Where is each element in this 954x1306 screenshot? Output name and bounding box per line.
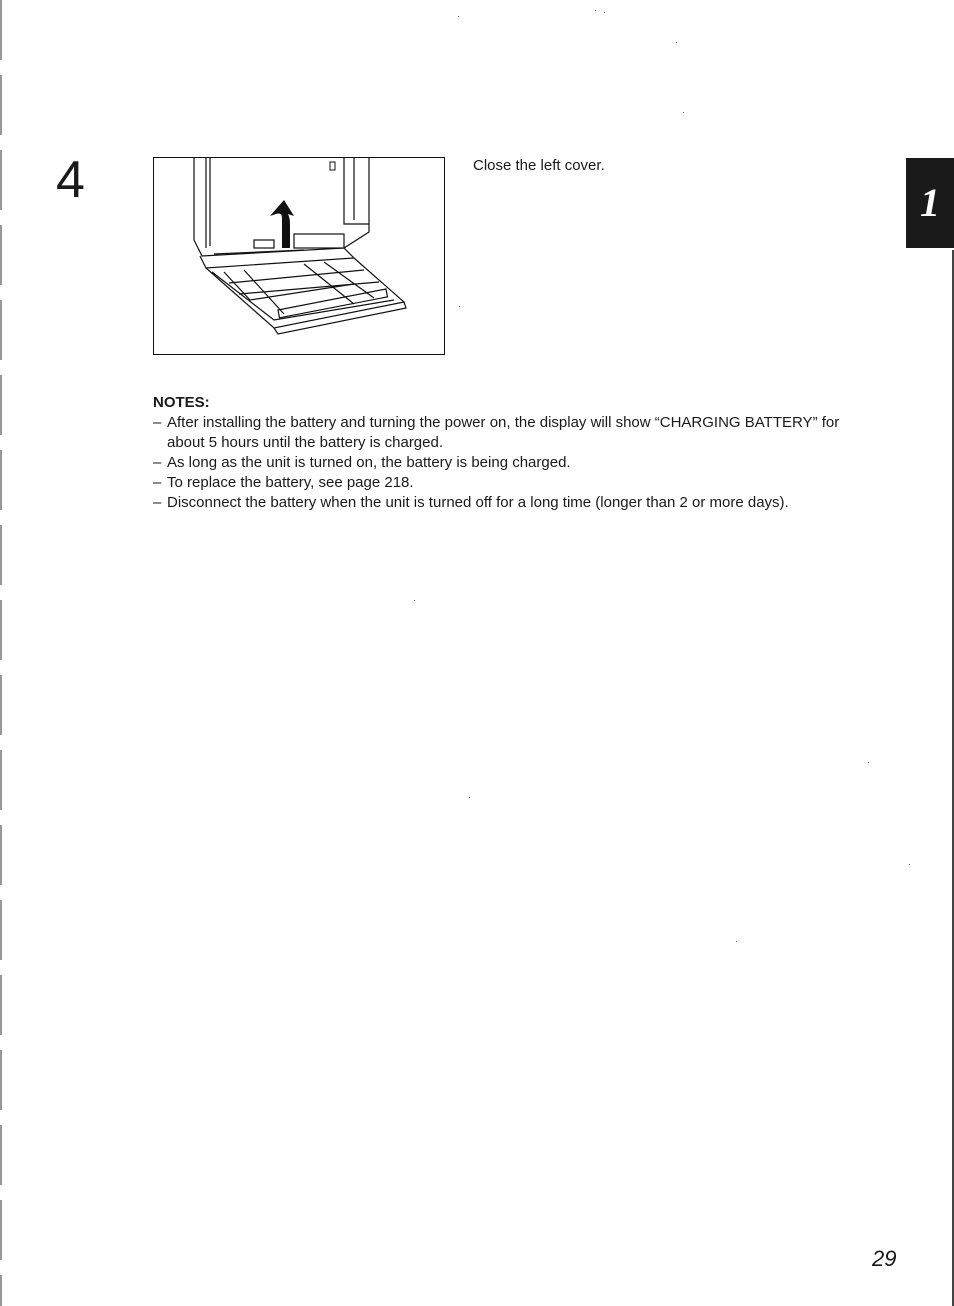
step-instruction: Close the left cover. [473,157,605,174]
list-item [153,473,873,493]
list-item-text: To replace the battery, see page 218. [167,474,414,491]
page-scan-edge-left [0,0,2,1306]
list-item-dash: – [153,454,162,471]
list-item-text: As long as the unit is turned on, the battery is being charged. [167,454,571,471]
list-item-dash: – [153,494,162,511]
notes-section [153,393,873,513]
scan-speck [458,16,459,17]
step-illustration [153,157,445,355]
page-number: 29 [872,1246,897,1271]
list-item-text: After installing the battery and turning the power on, the display will show “CHARGING BATTERY” for about 5 hours until the battery is charged. [167,414,840,451]
notes-list [153,413,873,513]
chapter-tab [906,158,954,248]
scan-speck [595,10,596,11]
list-item [153,413,873,453]
scan-speck [414,600,415,601]
chapter-tab-label: 1 [920,180,940,225]
scan-speck [683,112,684,113]
scan-speck [459,306,460,307]
list-item-dash: – [153,474,162,491]
scan-speck [736,941,737,942]
scan-speck [868,762,869,763]
scan-speck [676,42,677,43]
printer-cover-illustration-icon [154,158,444,354]
list-item [153,453,873,473]
list-item [153,493,873,513]
notes-heading: NOTES: [153,394,210,411]
list-item-dash: – [153,414,162,431]
scan-speck [469,797,470,798]
list-item-text: Disconnect the battery when the unit is turned off for a long time (longer than 2 or more days). [167,494,789,511]
step-number: 4 [56,151,85,209]
scan-speck [909,864,910,865]
scan-speck [604,12,605,13]
